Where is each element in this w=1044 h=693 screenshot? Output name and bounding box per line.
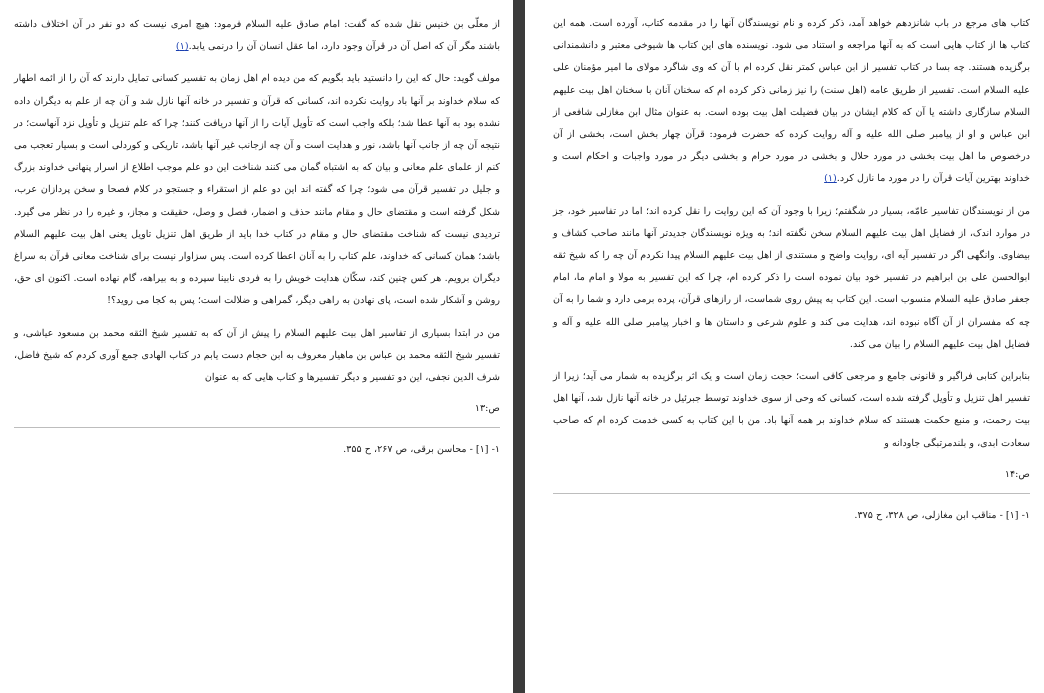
left-paragraph-2-text: مولف گوید: حال که این را دانستید باید بگویم که من دیده ام اهل زمان به تفسیر کسانی تمایل دارند که آن را از ائمه اطهار که سلام خداوند بر آنها باد روایت نکرده اند، کسانی که قرآن و تفسیر در خانه آنها نازل شد و آن چه از علم به دیگران داده نشده بود به آنها عطا شد؛ بلکه واجب است که تأویل آیات را از آنها دریافت کنند؛ چرا که علم تنزیل و تأویل نزد آنهاست؛ در نتیجه آن چه از جانب آنها باشد، نور و هدایت است و آن چه ازجانب غیر آنها باشد، تاریکی و کوردلی است و بسیار تعجب می کنم از علمای علم معانی و بیان که به اشتباه گمان می کنند شناخت این دو علم موجب اطلاع از اسرار پنهانی خداوند بزرگ و جلیل در تفسیر قرآن می شود؛ چرا که گفته اند این دو علم از استقراء و جستجو در کلام فصحا و سخن پردازان عرب، شکل گرفته است و مقتضای حال و مقام مانند حذف و اضمار، فصل و وصل، حقیقت و مجاز، و غیره را در نظر می گیرد. تردیدی نیست که شناخت مقتضای حال و مقام در کتاب خدا باید از طریق اهل تنزیل تاویل یعنی اهل بیت علیهم السلام باشد؛ همان کسانی که خداوند، علم کتاب را به آنان اعطا کرده است. پس سزاوار نیست برای شناخت معانی قرآن به سراغ دیگران برویم. هر کس چنین کند، سکّان هدایت خویش را به فردی نابینا سپرده و به بیراهه، گام نهاده است. اکنون ای حق، روشن و آشکار شده است، پای نهادن به راهی دیگر، گمراهی و ضلالت است؛ پس به کجا می روید؟! (14, 73, 500, 307)
left-paragraph-1-text: از معلّی بن خنیس نقل شده که گفت: امام صادق علیه السلام فرمود: هیچ امری نیست که دو نفر در آن اختلاف داشته باشند مگر آن که اصل آن در قرآن وجود دارد، اما عقل انسان آن را درنمی یابد. (14, 19, 500, 53)
footnote-link[interactable]: (۱) (175, 41, 189, 53)
right-paragraph-2-text: من از نویسندگان تفاسیر عامّه، بسیار در شگفتم؛ زیرا با وجود آن که این روایت را نقل کرده اند؛ اما در تفاسیر خود، جز در موارد اندک، از فضایل اهل بیت علیهم السلام سخن نگفته اند؛ به ویژه نویسندگان جدیدتر آنها مانند صاحب کشاف و بیضاوی. وانگهی اگر در تفسیر آیه ای، روایت واضح و مستندی از اهل بیت علیهم السلام پیدا نکردم آن چه را که شیخ ثقه ابوالحسن علی بن ابراهیم در تفسیر خود بیان نموده است را ذکر کرده ام، چرا که این تفسیر به مولا و امام ما، امام جعفر صادق علیه السلام منسوب است. این کتاب به پیش روی شماست، از رازهای قرآن، پرده برمی دارد و شما را به آن چه که مفسران از آن آگاه نبوده اند، هدایت می کند و علوم شرعی و داستان ها و اخبار پیامبر صلی الله علیه و آله و فضایل اهل بیت علیهم السلام را بیان می کند. (553, 205, 1030, 350)
right-paragraph-3-text: بنابراین کتابی فراگیر و قانونی جامع و مرجعی کافی است؛ حجت زمان است و یک اثر برگزیده به شمار می آید؛ زیرا از تفسیر اهل تنزیل و تأویل گرفته شده است، کسانی که وحی از سوی خداوند توسط جبرئیل در خانه آنها نازل شد، آنها اهل بیت رحمت، و منبع حکمت هستند که سلام خداوند بر همه آنها باد. من با این کتاب به کسی خدمت کرده ام که صاحب سعادت ابدی، و بلندمرتبگی جاودانه و (553, 371, 1030, 449)
right-page-content (553, 0, 1030, 526)
left-page (0, 0, 513, 693)
footnote-link[interactable]: (۱) (824, 173, 837, 185)
left-paragraph-3-text: من در ابتدا بسیاری از تفاسیر اهل بیت علیهم السلام را پیش از آن که به تفسیر شیخ الثقه محمد بن مسعود عیاشی، و تفسیر شیخ الثقه محمد بن عباس بن ماهیار معروف به ابن حجام دست یابم در کتاب الهادی جمع آوری کردم که شیخ فاضل، شرف الدین نجفی، این دو تفسیر و دیگر تفسیرها و کتاب هایی که به عنوان (14, 327, 500, 384)
left-page-number: ص:۱۳ (474, 403, 500, 415)
book-spine-divider (513, 0, 525, 693)
footnote-divider (14, 427, 500, 428)
left-footnote: ۱- [۱] - محاسن برقی، ص ۲۶۷، ح ۳۵۵. (343, 444, 500, 456)
right-paragraph-1-text: کتاب های مرجع در باب شانزدهم خواهد آمد، ذکر کرده و نام نویسندگان آنها را در مقدمه کتاب، آورده است. همه این کتاب ها از کتاب هایی است که به آنها مراجعه و استناد می شود. نویسنده های این کتاب ها شیوخی معتبر و دانشمندانی برگزیده هستند. چه بسا در کتاب تفسیر از ابن عباس کمتر نقل کرده ام با آن که وی شاگرد مولای ما امیر مؤمنان علی علیه السلام است. تفسیر از طریق عامه (اهل سنت) را نیز زمانی ذکر کرده ام که سخنان آنان با سخنان اهل بیت علیهم السلام سازگاری داشته یا آن که کلام ایشان در بیان فضیلت اهل بیت بوده است. به عنوان مثال ابن مغازلی شافعی از ابن عباس و او از پیامبر صلی الله علیه و آله روایت کرده که حضرت فرمود: قرآن چهار بخش است، بخشی از آن درخصوص ما اهل بیت بخشی در مورد حلال و بخشی در مورد حرام و بخشی دیگر در مورد واجبات و احکام است و خداوند بهترین آیات قرآن را در مورد ما نازل کرد. (553, 18, 1030, 185)
left-page-content (14, 0, 500, 460)
left-paragraph-3 (14, 323, 500, 390)
right-page (525, 0, 1044, 693)
left-paragraph-2 (14, 68, 500, 312)
left-paragraph-1 (14, 14, 500, 58)
right-paragraph-3 (553, 366, 1030, 455)
right-footnote: ۱- [۱] - مناقب ابن مغازلی، ص ۳۲۸، ح ۳۷۵. (854, 509, 1030, 521)
right-page-number: ص:۱۴ (1004, 468, 1030, 480)
right-paragraph-1 (553, 13, 1030, 191)
footnote-divider (553, 493, 1030, 494)
right-paragraph-2 (553, 201, 1030, 356)
